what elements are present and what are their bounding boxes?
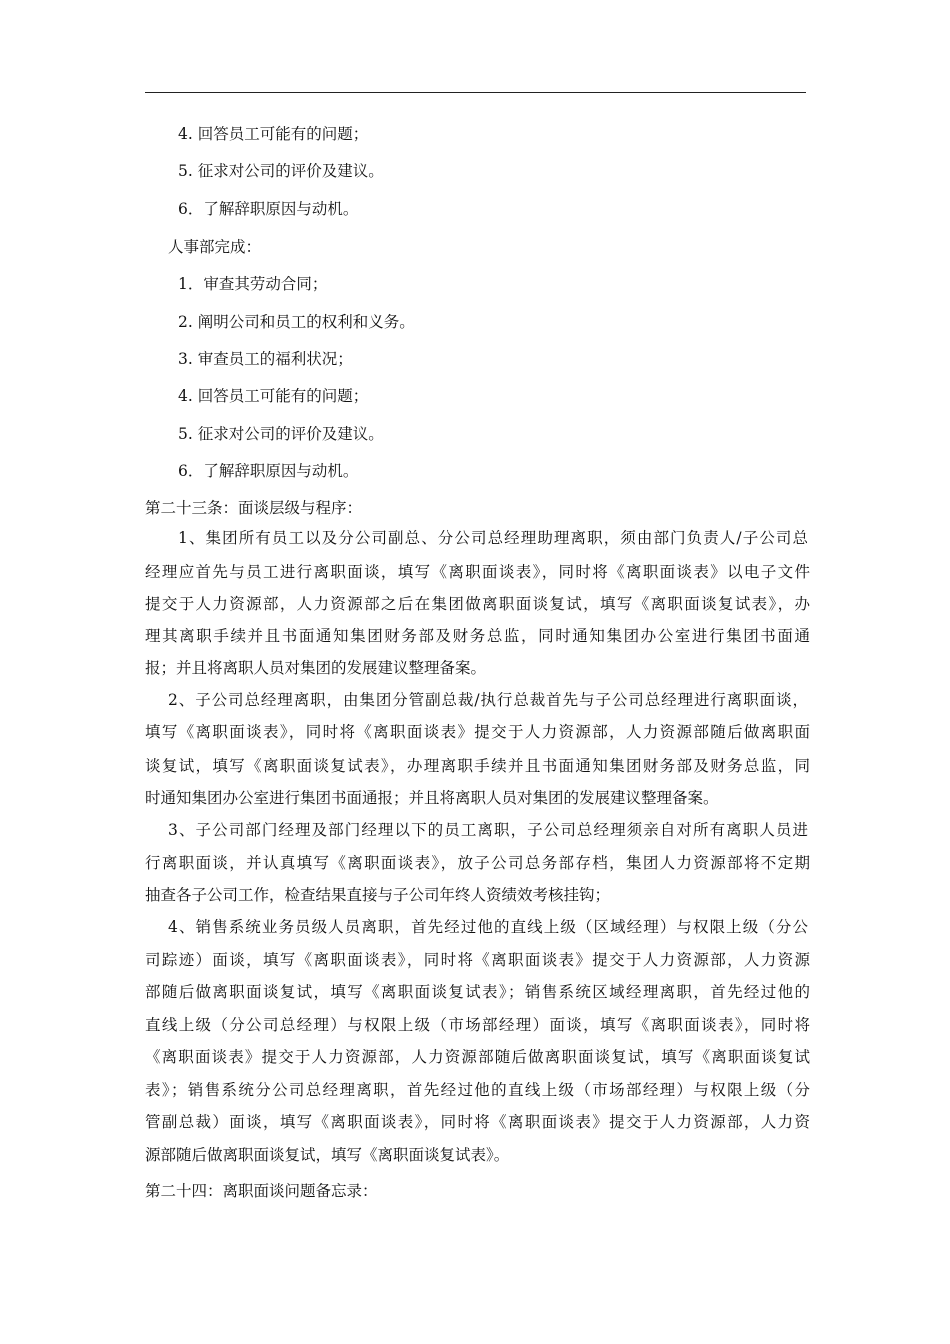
header-rule bbox=[145, 92, 806, 93]
list-item: 5. 征求对公司的评价及建议。 bbox=[178, 162, 384, 180]
paragraph-line: 填写《离职面谈表》，同时将《离职面谈表》提交于人力资源部，人力资源部随后做离职面 bbox=[145, 723, 810, 741]
paragraph-line: 报；并且将离职人员对集团的发展建议整理备案。 bbox=[145, 659, 487, 677]
paragraph-line: 直线上级（分公司总经理）与权限上级（市场部经理）面谈，填写《离职面谈表》，同时将 bbox=[145, 1016, 810, 1034]
paragraph-line: 表》；销售系统分公司总经理离职，首先经过他的直线上级（市场部经理）与权限上级（分 bbox=[145, 1081, 810, 1099]
paragraph-line: 源部随后做离职面谈复试，填写《离职面谈复试表》。 bbox=[145, 1146, 510, 1164]
paragraph-line: 1、集团所有员工以及分公司副总、分公司总经理助理离职，须由部门负责人/子公司总 bbox=[178, 529, 808, 547]
section-heading: 人事部完成： bbox=[168, 238, 262, 256]
list-item: 5. 征求对公司的评价及建议。 bbox=[178, 425, 384, 443]
article-24-title: 第二十四：离职面谈问题备忘录： bbox=[145, 1182, 378, 1200]
list-item: 4. 回答员工可能有的问题； bbox=[178, 125, 369, 143]
paragraph-line: 经理应首先与员工进行离职面谈，填写《离职面谈表》，同时将《离职面谈表》以电子文件 bbox=[145, 563, 810, 581]
paragraph-line: 司踪迹）面谈，填写《离职面谈表》，同时将《离职面谈表》提交于人力资源部，人力资源 bbox=[145, 951, 810, 969]
paragraph-line: 4、销售系统业务员级人员离职，首先经过他的直线上级（区域经理）与权限上级（分公 bbox=[168, 918, 808, 936]
paragraph-line: 理其离职手续并且书面通知集团财务部及财务总监，同时通知集团办公室进行集团书面通 bbox=[145, 627, 810, 645]
paragraph-line: 《离职面谈表》提交于人力资源部，人力资源部随后做离职面谈复试，填写《离职面谈复试 bbox=[145, 1048, 810, 1066]
paragraph-line: 行离职面谈，并认真填写《离职面谈表》，放子公司总务部存档，集团人力资源部将不定期 bbox=[145, 854, 810, 872]
paragraph-line: 抽查各子公司工作，检查结果直接与子公司年终人资绩效考核挂钩； bbox=[145, 886, 611, 904]
article-23-title: 第二十三条：面谈层级与程序： bbox=[145, 499, 363, 517]
list-item: 1．审查其劳动合同； bbox=[178, 275, 328, 293]
list-item: 3. 审查员工的福利状况； bbox=[178, 350, 353, 368]
paragraph-line: 管副总裁）面谈，填写《离职面谈表》，同时将《离职面谈表》提交于人力资源部，人力资 bbox=[145, 1113, 810, 1131]
paragraph-line: 时通知集团办公室进行集团书面通报；并且将离职人员对集团的发展建议整理备案。 bbox=[145, 789, 719, 807]
paragraph-line: 3、子公司部门经理及部门经理以下的员工离职，子公司总经理须亲自对所有离职人员进 bbox=[168, 821, 808, 839]
paragraph-line: 2、子公司总经理离职，由集团分管副总裁/执行总裁首先与子公司总经理进行离职面谈， bbox=[168, 691, 808, 709]
list-item: 4. 回答员工可能有的问题； bbox=[178, 387, 369, 405]
paragraph-line: 谈复试，填写《离职面谈复试表》，办理离职手续并且书面通知集团财务部及财务总监，同 bbox=[145, 757, 810, 775]
list-item: 2. 阐明公司和员工的权利和义务。 bbox=[178, 313, 415, 331]
paragraph-line: 部随后做离职面谈复试，填写《离职面谈复试表》；销售系统区域经理离职，首先经过他的 bbox=[145, 983, 810, 1001]
list-item: 6．了解辞职原因与动机。 bbox=[178, 462, 359, 480]
list-item: 6．了解辞职原因与动机。 bbox=[178, 200, 359, 218]
paragraph-line: 提交于人力资源部，人力资源部之后在集团做离职面谈复试，填写《离职面谈复试表》，办 bbox=[145, 595, 810, 613]
